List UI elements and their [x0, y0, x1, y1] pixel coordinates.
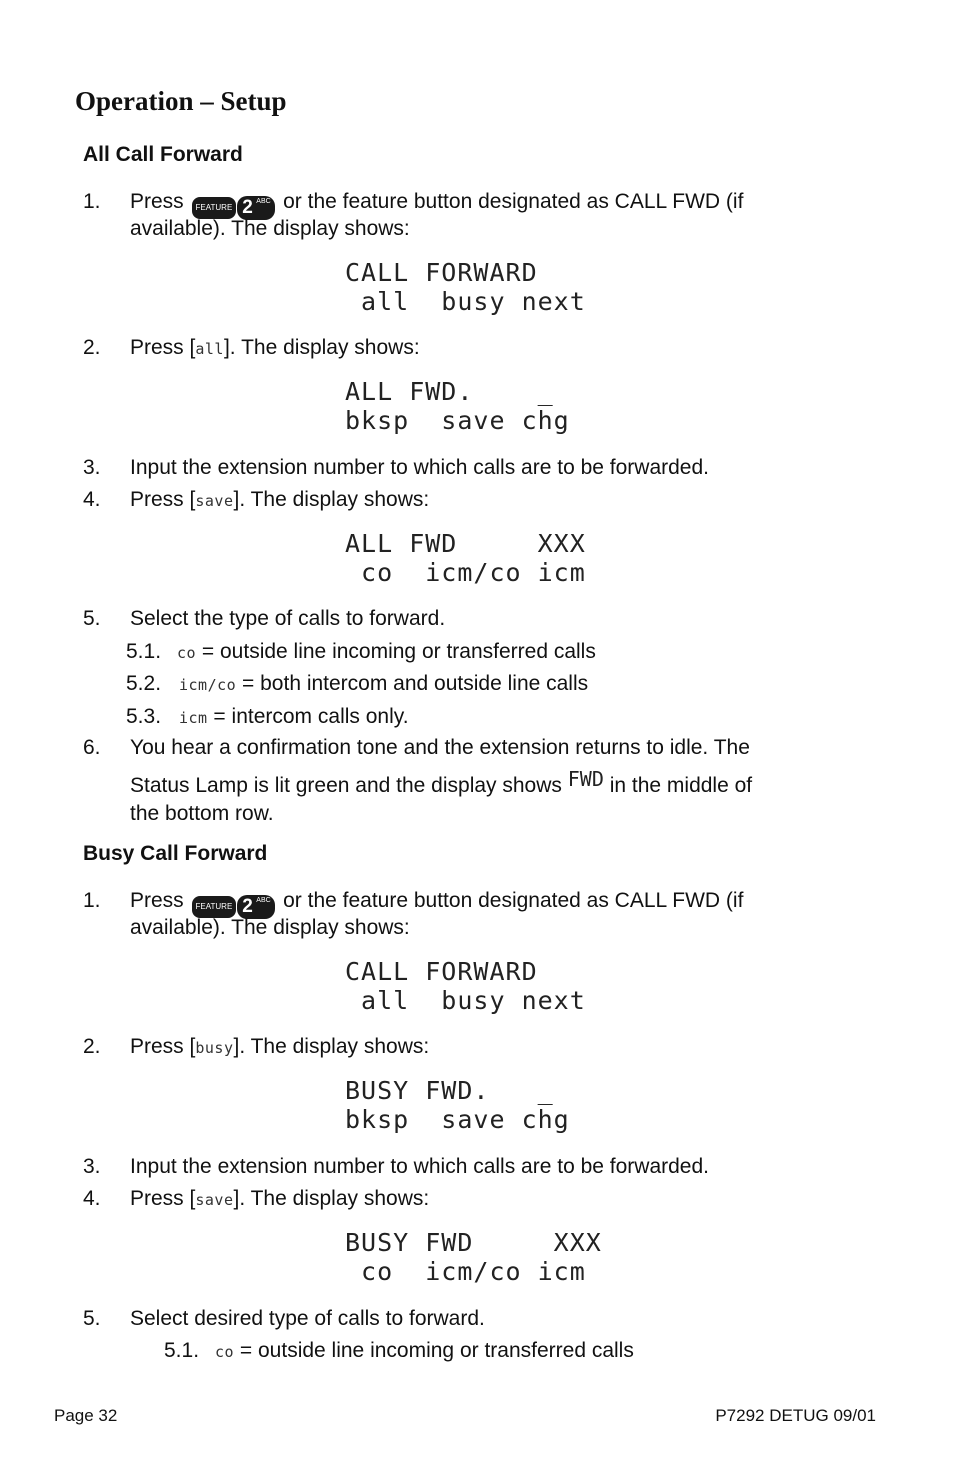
substep-number: 5.3. [126, 705, 162, 728]
document-id: P7292 DETUG 09/01 [715, 1406, 876, 1425]
step-number: 1. [83, 889, 101, 912]
lcd-display-call-forward [345, 258, 586, 316]
step-number: 6. [83, 736, 101, 759]
page-title: Operation – Setup [75, 86, 287, 116]
softkey-all: all [195, 340, 224, 358]
section-heading-busy-call-forward: Busy Call Forward [83, 842, 268, 865]
lcd-line-1: CALL FORWARD [345, 258, 538, 287]
step-6-line-3: the bottom row. [130, 802, 274, 825]
lcd-display-busy-fwd [345, 1076, 570, 1134]
feature-key-icon: FEATURE [192, 197, 237, 219]
step-1-text [130, 190, 743, 220]
section-heading-all-call-forward: All Call Forward [83, 143, 243, 166]
step-3-text: Input the extension number to which calls are to be forwarded. [130, 1155, 709, 1178]
lcd-fwd-indicator: FWD [567, 767, 604, 791]
step-number: 2. [83, 336, 101, 359]
step-number: 4. [83, 488, 101, 511]
step-1-continuation: available). The display shows: [130, 916, 410, 939]
step-text: Press [130, 889, 184, 912]
softkey-save: save [195, 1191, 234, 1209]
step-1-text [130, 889, 743, 919]
softkey-co: co [215, 1343, 235, 1361]
step-number: 3. [83, 456, 101, 479]
step-6-line-2: Status Lamp is lit green and the display shows FWD in the middle of [130, 767, 753, 797]
lcd-line-1: BUSY FWD. _ [345, 1076, 554, 1105]
step-number: 1. [83, 190, 101, 213]
step-2-text: Press [all]. The display shows: [130, 336, 420, 359]
lcd-display-busy-fwd-type [345, 1228, 602, 1286]
lcd-line-1: BUSY FWD XXX [345, 1228, 602, 1257]
key-2-icon: 2 ABC [237, 895, 275, 919]
step-number: 4. [83, 1187, 101, 1210]
step-5-text: Select desired type of calls to forward. [130, 1307, 485, 1330]
lcd-line-2: bksp save chg [345, 1105, 570, 1134]
lcd-line-1: ALL FWD XXX [345, 529, 586, 558]
step-number: 5. [83, 607, 101, 630]
lcd-line-2: co icm/co icm [345, 1257, 586, 1286]
step-text: Press [130, 190, 184, 213]
feature-key-icon: FEATURE [192, 896, 237, 918]
lcd-display-all-fwd [345, 377, 570, 435]
lcd-line-1: CALL FORWARD [345, 957, 538, 986]
step-4-text: Press [save]. The display shows: [130, 1187, 430, 1210]
step-5-text: Select the type of calls to forward. [130, 607, 446, 630]
step-number: 2. [83, 1035, 101, 1058]
step-3-text: Input the extension number to which calls are to be forwarded. [130, 456, 709, 479]
substep-5-3-text: icm = intercom calls only. [179, 705, 409, 728]
softkey-icm: icm [179, 709, 208, 727]
lcd-line-2: all busy next [345, 287, 586, 316]
step-1-continuation: available). The display shows: [130, 217, 410, 240]
step-4-text: Press [save]. The display shows: [130, 488, 430, 511]
softkey-co: co [177, 644, 197, 662]
lcd-line-1: ALL FWD. _ [345, 377, 554, 406]
step-6-text: You hear a confirmation tone and the extension returns to idle. The [130, 736, 750, 759]
step-text: or the feature button designated as CALL FWD (if [277, 190, 744, 213]
substep-number: 5.1. [164, 1339, 200, 1362]
step-2-text: Press [busy]. The display shows: [130, 1035, 430, 1058]
substep-number: 5.2. [126, 672, 162, 695]
step-number: 3. [83, 1155, 101, 1178]
lcd-line-2: bksp save chg [345, 406, 570, 435]
lcd-display-all-fwd-type [345, 529, 586, 587]
softkey-save: save [195, 492, 234, 510]
step-number: 5. [83, 1307, 101, 1330]
substep-5-1-text: co = outside line incoming or transferred calls [177, 640, 596, 663]
softkey-busy: busy [195, 1039, 234, 1057]
page-number: Page 32 [54, 1406, 118, 1425]
step-text: or the feature button designated as CALL FWD (if [277, 889, 744, 912]
substep-number: 5.1. [126, 640, 162, 663]
softkey-icm-co: icm/co [179, 676, 237, 694]
substep-5-2-text: icm/co = both intercom and outside line calls [179, 672, 589, 695]
lcd-display-call-forward [345, 957, 586, 1015]
substep-5-1-text: co = outside line incoming or transferred calls [215, 1339, 634, 1362]
lcd-line-2: all busy next [345, 986, 586, 1015]
lcd-line-2: co icm/co icm [345, 558, 586, 587]
key-2-icon: 2 ABC [237, 196, 275, 220]
